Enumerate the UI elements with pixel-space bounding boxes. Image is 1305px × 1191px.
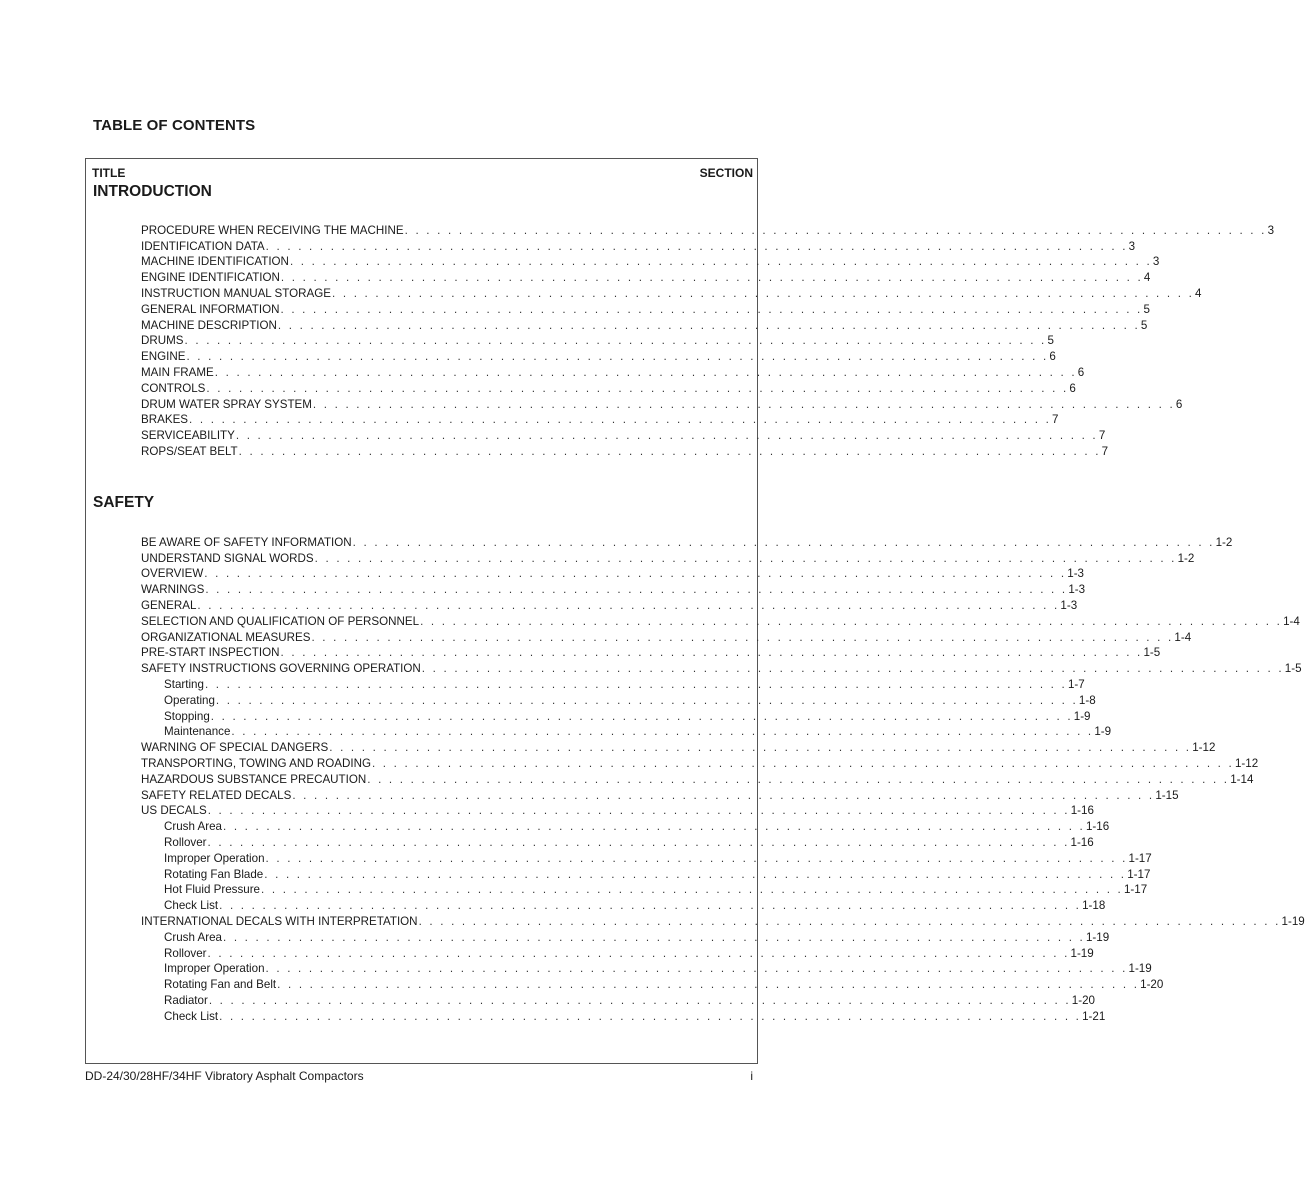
- leader-dots: . . . . . . . . . . . . . . . . . . . . . . . . . . . . . . . . . . . . . . . . . . . . . . . . . . . . . . . . . . . . . . . . . . . . . . . . . . . . . . . .: [314, 551, 1177, 565]
- leader-dots: . . . . . . . . . . . . . . . . . . . . . . . . . . . . . . . . . . . . . . . . . . . . . . . . . . . . . . . . . . . . . . . . . . . . . . . . . . . . . . . .: [204, 567, 1067, 581]
- leader-dots: . . . . . . . . . . . . . . . . . . . . . . . . . . . . . . . . . . . . . . . . . . . . . . . . . . . . . . . . . . . . . . . . . . . . . . . . . . . . . . . .: [223, 930, 1085, 944]
- column-header-section: SECTION: [699, 166, 753, 180]
- leader-dots: . . . . . . . . . . . . . . . . . . . . . . . . . . . . . . . . . . . . . . . . . . . . . . . . . . . . . . . . . . . . . . . . . . . . . . . . . . . . . . . .: [367, 772, 1230, 786]
- toc-entry: [141, 565, 1085, 581]
- footer-page-number: i: [750, 1069, 753, 1083]
- toc-entry-title: Improper Operation: [164, 962, 265, 976]
- toc-entry-page: 3: [1128, 239, 1136, 253]
- toc-entry-title: UNDERSTAND SIGNAL WORDS: [141, 551, 314, 565]
- toc-entry-page: 1-19: [1281, 914, 1305, 928]
- toc-entry-page: 5: [1047, 334, 1054, 348]
- toc-entry: [141, 644, 1161, 660]
- toc-entry-page: 1-16: [1070, 835, 1094, 849]
- toc-entry-title: ENGINE IDENTIFICATION: [141, 271, 280, 285]
- leader-dots: . . . . . . . . . . . . . . . . . . . . . . . . . . . . . . . . . . . . . . . . . . . . . . . . . . . . . . . . . . . . . . . . . . . . . . . . . . . . . . . .: [265, 962, 1128, 976]
- toc-entry-title: DRUMS: [141, 334, 184, 348]
- toc-entry: [141, 691, 1096, 707]
- leader-dots: . . . . . . . . . . . . . . . . . . . . . . . . . . . . . . . . . . . . . . . . . . . . . . . . . . . . . . . . . . . . . . . . . . . . . . . . . . . . . . . .: [371, 756, 1234, 770]
- leader-dots: . . . . . . . . . . . . . . . . . . . . . . . . . . . . . . . . . . . . . . . . . . . . . . . . . . . . . . . . . . . . . . . . . . . . . . . . . . . . . . . .: [214, 365, 1077, 379]
- toc-entry-title: TRANSPORTING, TOWING AND ROADING: [141, 756, 371, 770]
- leader-dots: . . . . . . . . . . . . . . . . . . . . . . . . . . . . . . . . . . . . . . . . . . . . . . . . . . . . . . . . . . . . . . . . . . . . . . . . . . . . . . . .: [421, 662, 1284, 676]
- leader-dots: . . . . . . . . . . . . . . . . . . . . . . . . . . . . . . . . . . . . . . . . . . . . . . . . . . . . . . . . . . . . . . . . . . . . . . . . . . . . . . . .: [332, 286, 1194, 300]
- toc-entry-title: BRAKES: [141, 413, 189, 427]
- toc-entry-page: 1-19: [1085, 930, 1110, 944]
- toc-entry: [141, 991, 1096, 1007]
- toc-entry: [141, 707, 1091, 723]
- toc-entry-title: ENGINE: [141, 350, 186, 364]
- toc-entry-title: US DECALS: [141, 804, 207, 818]
- section-heading-introduction: INTRODUCTION: [93, 183, 212, 200]
- leader-dots: . . . . . . . . . . . . . . . . . . . . . . . . . . . . . . . . . . . . . . . . . . . . . . . . . . . . . . . . . . . . . . . . . . . . . . . . . . . . . . . .: [197, 598, 1060, 612]
- leader-dots: . . . . . . . . . . . . . . . . . . . . . . . . . . . . . . . . . . . . . . . . . . . . . . . . . . . . . . . . . . . . . . . . . . . . . . . . . . . . . . . .: [205, 583, 1068, 597]
- toc-entry-page: 1-20: [1140, 978, 1164, 992]
- toc-entry: [141, 395, 1183, 411]
- toc-entry-page: 1-21: [1082, 1009, 1106, 1023]
- leader-dots: . . . . . . . . . . . . . . . . . . . . . . . . . . . . . . . . . . . . . . . . . . . . . . . . . . . . . . . . . . . . . . . . . . . . . . . . . . . . . . . .: [277, 318, 1140, 332]
- toc-entry-title: WARNINGS: [141, 583, 205, 597]
- toc-entry-page: 1-18: [1082, 899, 1106, 913]
- leader-dots: . . . . . . . . . . . . . . . . . . . . . . . . . . . . . . . . . . . . . . . . . . . . . . . . . . . . . . . . . . . . . . . . . . . . . . . . . . . . . . . .: [238, 444, 1101, 458]
- toc-entry-title: OVERVIEW: [141, 567, 204, 581]
- toc-entry: [141, 347, 1056, 364]
- toc-entry: [141, 659, 1302, 676]
- toc-entry-title: WARNING OF SPECIAL DANGERS: [141, 741, 329, 755]
- toc-entry-page: 1-3: [1060, 598, 1078, 612]
- leader-dots: . . . . . . . . . . . . . . . . . . . . . . . . . . . . . . . . . . . . . . . . . . . . . . . . . . . . . . . . . . . . . . . . . . . . . . . . . . . . . . . .: [215, 693, 1078, 707]
- toc-entry-title: GENERAL: [141, 598, 197, 612]
- toc-entry-title: GENERAL INFORMATION: [141, 302, 280, 316]
- leader-dots: . . . . . . . . . . . . . . . . . . . . . . . . . . . . . . . . . . . . . . . . . . . . . . . . . . . . . . . . . . . . . . . . . . . . . . . . . . . . . . . .: [292, 788, 1155, 802]
- toc-entry-page: 1-17: [1123, 883, 1148, 897]
- toc-entry: [141, 549, 1195, 565]
- toc-entry-page: 1-17: [1127, 867, 1151, 881]
- toc-entry-title: INTERNATIONAL DECALS WITH INTERPRETATION: [141, 914, 418, 928]
- toc-entry-title: DRUM WATER SPRAY SYSTEM: [141, 397, 312, 411]
- toc-entry-title: INSTRUCTION MANUAL STORAGE: [141, 286, 332, 300]
- leader-dots: . . . . . . . . . . . . . . . . . . . . . . . . . . . . . . . . . . . . . . . . . . . . . . . . . . . . . . . . . . . . . . . . . . . . . . . . . . . . . . . .: [207, 946, 1070, 960]
- leader-dots: . . . . . . . . . . . . . . . . . . . . . . . . . . . . . . . . . . . . . . . . . . . . . . . . . . . . . . . . . . . . . . . . . . . . . . . . . . . . . . . .: [312, 397, 1175, 411]
- toc-entry: [141, 1007, 1106, 1023]
- leader-dots: . . . . . . . . . . . . . . . . . . . . . . . . . . . . . . . . . . . . . . . . . . . . . . . . . . . . . . . . . . . . . . . . . . . . . . . . . . . . . . . .: [189, 413, 1052, 427]
- toc-entry-title: SERVICEABILITY: [141, 429, 235, 443]
- toc-entry-title: Check List: [164, 1009, 219, 1023]
- toc-entry: [141, 770, 1254, 786]
- leader-dots: . . . . . . . . . . . . . . . . . . . . . . . . . . . . . . . . . . . . . . . . . . . . . . . . . . . . . . . . . . . . . . . . . . . . . . . . . . . . . . . .: [404, 223, 1267, 237]
- toc-entry-page: 1-15: [1155, 788, 1179, 802]
- leader-dots: . . . . . . . . . . . . . . . . . . . . . . . . . . . . . . . . . . . . . . . . . . . . . . . . . . . . . . . . . . . . . . . . . . . . . . . . . . . . . . . .: [265, 239, 1128, 253]
- toc-entry-page: 1-9: [1094, 725, 1112, 739]
- leader-dots: . . . . . . . . . . . . . . . . . . . . . . . . . . . . . . . . . . . . . . . . . . . . . . . . . . . . . . . . . . . . . . . . . . . . . . . . . . . . . . . .: [420, 614, 1283, 628]
- leader-dots: . . . . . . . . . . . . . . . . . . . . . . . . . . . . . . . . . . . . . . . . . . . . . . . . . . . . . . . . . . . . . . . . . . . . . . . . . . . . . . . .: [280, 271, 1143, 285]
- toc-entry-title: SELECTION AND QUALIFICATION OF PERSONNEL: [141, 614, 420, 628]
- toc-entry: [141, 802, 1094, 818]
- leader-dots: . . . . . . . . . . . . . . . . . . . . . . . . . . . . . . . . . . . . . . . . . . . . . . . . . . . . . . . . . . . . . . . . . . . . . . . . . . . . . . . .: [280, 302, 1143, 316]
- leader-dots: . . . . . . . . . . . . . . . . . . . . . . . . . . . . . . . . . . . . . . . . . . . . . . . . . . . . . . . . . . . . . . . . . . . . . . . . . . . . . . . .: [210, 709, 1073, 723]
- toc-entry-page: 7: [1052, 413, 1059, 427]
- leader-dots: . . . . . . . . . . . . . . . . . . . . . . . . . . . . . . . . . . . . . . . . . . . . . . . . . . . . . . . . . . . . . . . . . . . . . . . . . . . . . . . .: [235, 429, 1098, 443]
- safety-entries: [141, 533, 1305, 1023]
- toc-entry-page: 7: [1098, 429, 1106, 443]
- toc-entry-page: 6: [1077, 365, 1085, 379]
- toc-entry: [141, 379, 1076, 395]
- toc-entry-page: 1-2: [1177, 551, 1195, 565]
- toc-entry-page: 1-19: [1128, 962, 1152, 976]
- toc-entry-page: 1-4: [1174, 630, 1192, 644]
- toc-entry-page: 1-14: [1230, 772, 1254, 786]
- toc-entry-page: 1-16: [1085, 820, 1110, 834]
- toc-entry: [141, 975, 1164, 992]
- toc-entry-title: Radiator: [164, 993, 208, 1007]
- toc-entry-page: 1-12: [1192, 741, 1216, 755]
- toc-entry: [141, 268, 1151, 285]
- toc-entry: [141, 612, 1300, 628]
- toc-entry-title: MACHINE IDENTIFICATION: [141, 255, 289, 269]
- toc-entry: [141, 912, 1305, 928]
- leader-dots: . . . . . . . . . . . . . . . . . . . . . . . . . . . . . . . . . . . . . . . . . . . . . . . . . . . . . . . . . . . . . . . . . . . . . . . . . . . . . . . .: [207, 835, 1070, 849]
- toc-entry: [141, 363, 1085, 379]
- toc-entry-title: MAIN FRAME: [141, 365, 214, 379]
- toc-entry: [141, 833, 1094, 849]
- toc-entry-title: PRE-START INSPECTION: [141, 646, 280, 660]
- toc-entry-page: 7: [1101, 444, 1109, 458]
- toc-entry-title: Starting: [164, 677, 204, 691]
- toc-entry-page: 1-5: [1143, 646, 1161, 660]
- toc-entry-page: 3: [1267, 223, 1275, 237]
- leader-dots: . . . . . . . . . . . . . . . . . . . . . . . . . . . . . . . . . . . . . . . . . . . . . . . . . . . . . . . . . . . . . . . . . . . . . . . . . . . . . . . .: [329, 741, 1192, 755]
- toc-entry: [141, 332, 1054, 348]
- toc-entry: [141, 284, 1202, 300]
- toc-entry: [141, 533, 1233, 549]
- toc-entry: [141, 849, 1152, 865]
- leader-dots: . . . . . . . . . . . . . . . . . . . . . . . . . . . . . . . . . . . . . . . . . . . . . . . . . . . . . . . . . . . . . . . . . . . . . . . . . . . . . . . .: [280, 646, 1143, 660]
- toc-entry-title: Improper Operation: [164, 851, 265, 865]
- toc-entry-page: 5: [1140, 318, 1148, 332]
- leader-dots: . . . . . . . . . . . . . . . . . . . . . . . . . . . . . . . . . . . . . . . . . . . . . . . . . . . . . . . . . . . . . . . . . . . . . . . . . . . . . . . .: [352, 535, 1215, 549]
- toc-entry-page: 4: [1195, 286, 1202, 300]
- toc-entry-page: 1-4: [1283, 614, 1300, 628]
- toc-entry: [141, 316, 1148, 332]
- toc-entry-page: 1-7: [1067, 677, 1085, 691]
- toc-entry: [141, 675, 1085, 691]
- introduction-entries: [141, 221, 1275, 458]
- toc-entry-title: Rollover: [164, 946, 207, 960]
- toc-entry-page: 1-20: [1071, 993, 1096, 1007]
- toc-entry-title: ROPS/SEAT BELT: [141, 444, 238, 458]
- toc-entry-page: 3: [1152, 255, 1160, 269]
- toc-entry-title: BE AWARE OF SAFETY INFORMATION: [141, 535, 352, 549]
- toc-entry-page: 1-2: [1215, 535, 1233, 549]
- toc-entry-title: Hot Fluid Pressure: [164, 883, 261, 897]
- toc-entry-title: SAFETY INSTRUCTIONS GOVERNING OPERATION: [141, 662, 421, 676]
- toc-entry-title: IDENTIFICATION DATA: [141, 239, 265, 253]
- toc-entry: [141, 253, 1160, 269]
- footer-document-title: DD-24/30/28HF/34HF Vibratory Asphalt Compactors: [85, 1069, 364, 1083]
- toc-entry-page: 5: [1143, 302, 1150, 316]
- toc-entry: [141, 881, 1148, 897]
- toc-entry: [141, 596, 1078, 612]
- leader-dots: . . . . . . . . . . . . . . . . . . . . . . . . . . . . . . . . . . . . . . . . . . . . . . . . . . . . . . . . . . . . . . . . . . . . . . . . . . . . . . . .: [418, 914, 1281, 928]
- leader-dots: . . . . . . . . . . . . . . . . . . . . . . . . . . . . . . . . . . . . . . . . . . . . . . . . . . . . . . . . . . . . . . . . . . . . . . . . . . . . . . . .: [184, 334, 1047, 348]
- column-header-title: TITLE: [92, 166, 126, 180]
- toc-entry: [141, 754, 1259, 770]
- toc-entry-page: 1-17: [1128, 851, 1152, 865]
- toc-entry-title: Crush Area: [164, 930, 222, 944]
- toc-entry: [141, 580, 1086, 597]
- toc-entry-title: Maintenance: [164, 725, 231, 739]
- toc-entry-page: 6: [1069, 381, 1076, 395]
- toc-entry-page: 1-3: [1068, 583, 1086, 597]
- leader-dots: . . . . . . . . . . . . . . . . . . . . . . . . . . . . . . . . . . . . . . . . . . . . . . . . . . . . . . . . . . . . . . . . . . . . . . . . . . . . . . . .: [208, 993, 1071, 1007]
- toc-entry: [141, 426, 1106, 443]
- leader-dots: . . . . . . . . . . . . . . . . . . . . . . . . . . . . . . . . . . . . . . . . . . . . . . . . . . . . . . . . . . . . . . . . . . . . . . . . . . . . . . . .: [311, 630, 1174, 644]
- toc-entry-title: Stopping: [164, 709, 210, 723]
- toc-entry-title: SAFETY RELATED DECALS: [141, 788, 292, 802]
- toc-entry: [141, 723, 1112, 739]
- toc-entry-title: HAZARDOUS SUBSTANCE PRECAUTION: [141, 772, 367, 786]
- leader-dots: . . . . . . . . . . . . . . . . . . . . . . . . . . . . . . . . . . . . . . . . . . . . . . . . . . . . . . . . . . . . . . . . . . . . . . . . . . . . . . . .: [265, 851, 1128, 865]
- toc-entry-title: Operating: [164, 693, 215, 707]
- leader-dots: . . . . . . . . . . . . . . . . . . . . . . . . . . . . . . . . . . . . . . . . . . . . . . . . . . . . . . . . . . . . . . . . . . . . . . . . . . . . . . . .: [219, 1009, 1082, 1023]
- toc-entry: [141, 628, 1192, 644]
- toc-entry-page: 6: [1049, 350, 1056, 364]
- toc-entry: [141, 817, 1110, 834]
- toc-entry-page: 1-8: [1078, 693, 1096, 707]
- leader-dots: . . . . . . . . . . . . . . . . . . . . . . . . . . . . . . . . . . . . . . . . . . . . . . . . . . . . . . . . . . . . . . . . . . . . . . . . . . . . . . . .: [204, 677, 1067, 691]
- toc-entry: [141, 237, 1136, 253]
- leader-dots: . . . . . . . . . . . . . . . . . . . . . . . . . . . . . . . . . . . . . . . . . . . . . . . . . . . . . . . . . . . . . . . . . . . . . . . . . . . . . . . .: [261, 883, 1123, 897]
- toc-entry-title: Rotating Fan Blade: [164, 867, 264, 881]
- toc-entry-title: Rollover: [164, 835, 207, 849]
- toc-entry: [141, 960, 1152, 976]
- toc-entry-title: PROCEDURE WHEN RECEIVING THE MACHINE: [141, 223, 404, 237]
- leader-dots: . . . . . . . . . . . . . . . . . . . . . . . . . . . . . . . . . . . . . . . . . . . . . . . . . . . . . . . . . . . . . . . . . . . . . . . . . . . . . . . .: [223, 820, 1085, 834]
- toc-entry: [141, 221, 1275, 237]
- toc-entry-title: CONTROLS: [141, 381, 206, 395]
- toc-entry-page: 6: [1175, 397, 1183, 411]
- leader-dots: . . . . . . . . . . . . . . . . . . . . . . . . . . . . . . . . . . . . . . . . . . . . . . . . . . . . . . . . . . . . . . . . . . . . . . . . . . . . . . . .: [231, 725, 1094, 739]
- leader-dots: . . . . . . . . . . . . . . . . . . . . . . . . . . . . . . . . . . . . . . . . . . . . . . . . . . . . . . . . . . . . . . . . . . . . . . . . . . . . . . . .: [277, 978, 1140, 992]
- toc-entry-page: 1-9: [1073, 709, 1091, 723]
- leader-dots: . . . . . . . . . . . . . . . . . . . . . . . . . . . . . . . . . . . . . . . . . . . . . . . . . . . . . . . . . . . . . . . . . . . . . . . . . . . . . . . .: [219, 899, 1082, 913]
- toc-entry: [141, 928, 1110, 944]
- toc-entry: [141, 786, 1179, 802]
- toc-entry: [141, 896, 1106, 913]
- toc-entry: [141, 300, 1150, 316]
- toc-entry-page: 1-12: [1234, 756, 1259, 770]
- toc-entry: [141, 738, 1216, 755]
- toc-entry-title: ORGANIZATIONAL MEASURES: [141, 630, 311, 644]
- section-heading-safety: SAFETY: [93, 494, 155, 511]
- toc-entry: [141, 411, 1059, 427]
- toc-entry-title: MACHINE DESCRIPTION: [141, 318, 277, 332]
- toc-entry-page: 1-19: [1070, 946, 1094, 960]
- page-title: TABLE OF CONTENTS: [93, 117, 256, 134]
- toc-entry-page: 1-5: [1284, 662, 1302, 676]
- toc-entry: [141, 865, 1151, 881]
- toc-entry-title: Rotating Fan and Belt: [164, 978, 277, 992]
- toc-entry-title: Crush Area: [164, 820, 222, 834]
- leader-dots: . . . . . . . . . . . . . . . . . . . . . . . . . . . . . . . . . . . . . . . . . . . . . . . . . . . . . . . . . . . . . . . . . . . . . . . . . . . . . . . .: [264, 867, 1127, 881]
- toc-entry-page: 1-3: [1067, 567, 1085, 581]
- leader-dots: . . . . . . . . . . . . . . . . . . . . . . . . . . . . . . . . . . . . . . . . . . . . . . . . . . . . . . . . . . . . . . . . . . . . . . . . . . . . . . . .: [186, 350, 1049, 364]
- toc-entry: [141, 944, 1094, 960]
- leader-dots: . . . . . . . . . . . . . . . . . . . . . . . . . . . . . . . . . . . . . . . . . . . . . . . . . . . . . . . . . . . . . . . . . . . . . . . . . . . . . . . .: [289, 255, 1152, 269]
- toc-entry-title: Check List: [164, 899, 219, 913]
- leader-dots: . . . . . . . . . . . . . . . . . . . . . . . . . . . . . . . . . . . . . . . . . . . . . . . . . . . . . . . . . . . . . . . . . . . . . . . . . . . . . . . .: [206, 381, 1069, 395]
- toc-entry-page: 1-16: [1070, 804, 1094, 818]
- toc-entry: [141, 442, 1109, 458]
- toc-entry-page: 4: [1143, 271, 1151, 285]
- leader-dots: . . . . . . . . . . . . . . . . . . . . . . . . . . . . . . . . . . . . . . . . . . . . . . . . . . . . . . . . . . . . . . . . . . . . . . . . . . . . . . . .: [207, 804, 1070, 818]
